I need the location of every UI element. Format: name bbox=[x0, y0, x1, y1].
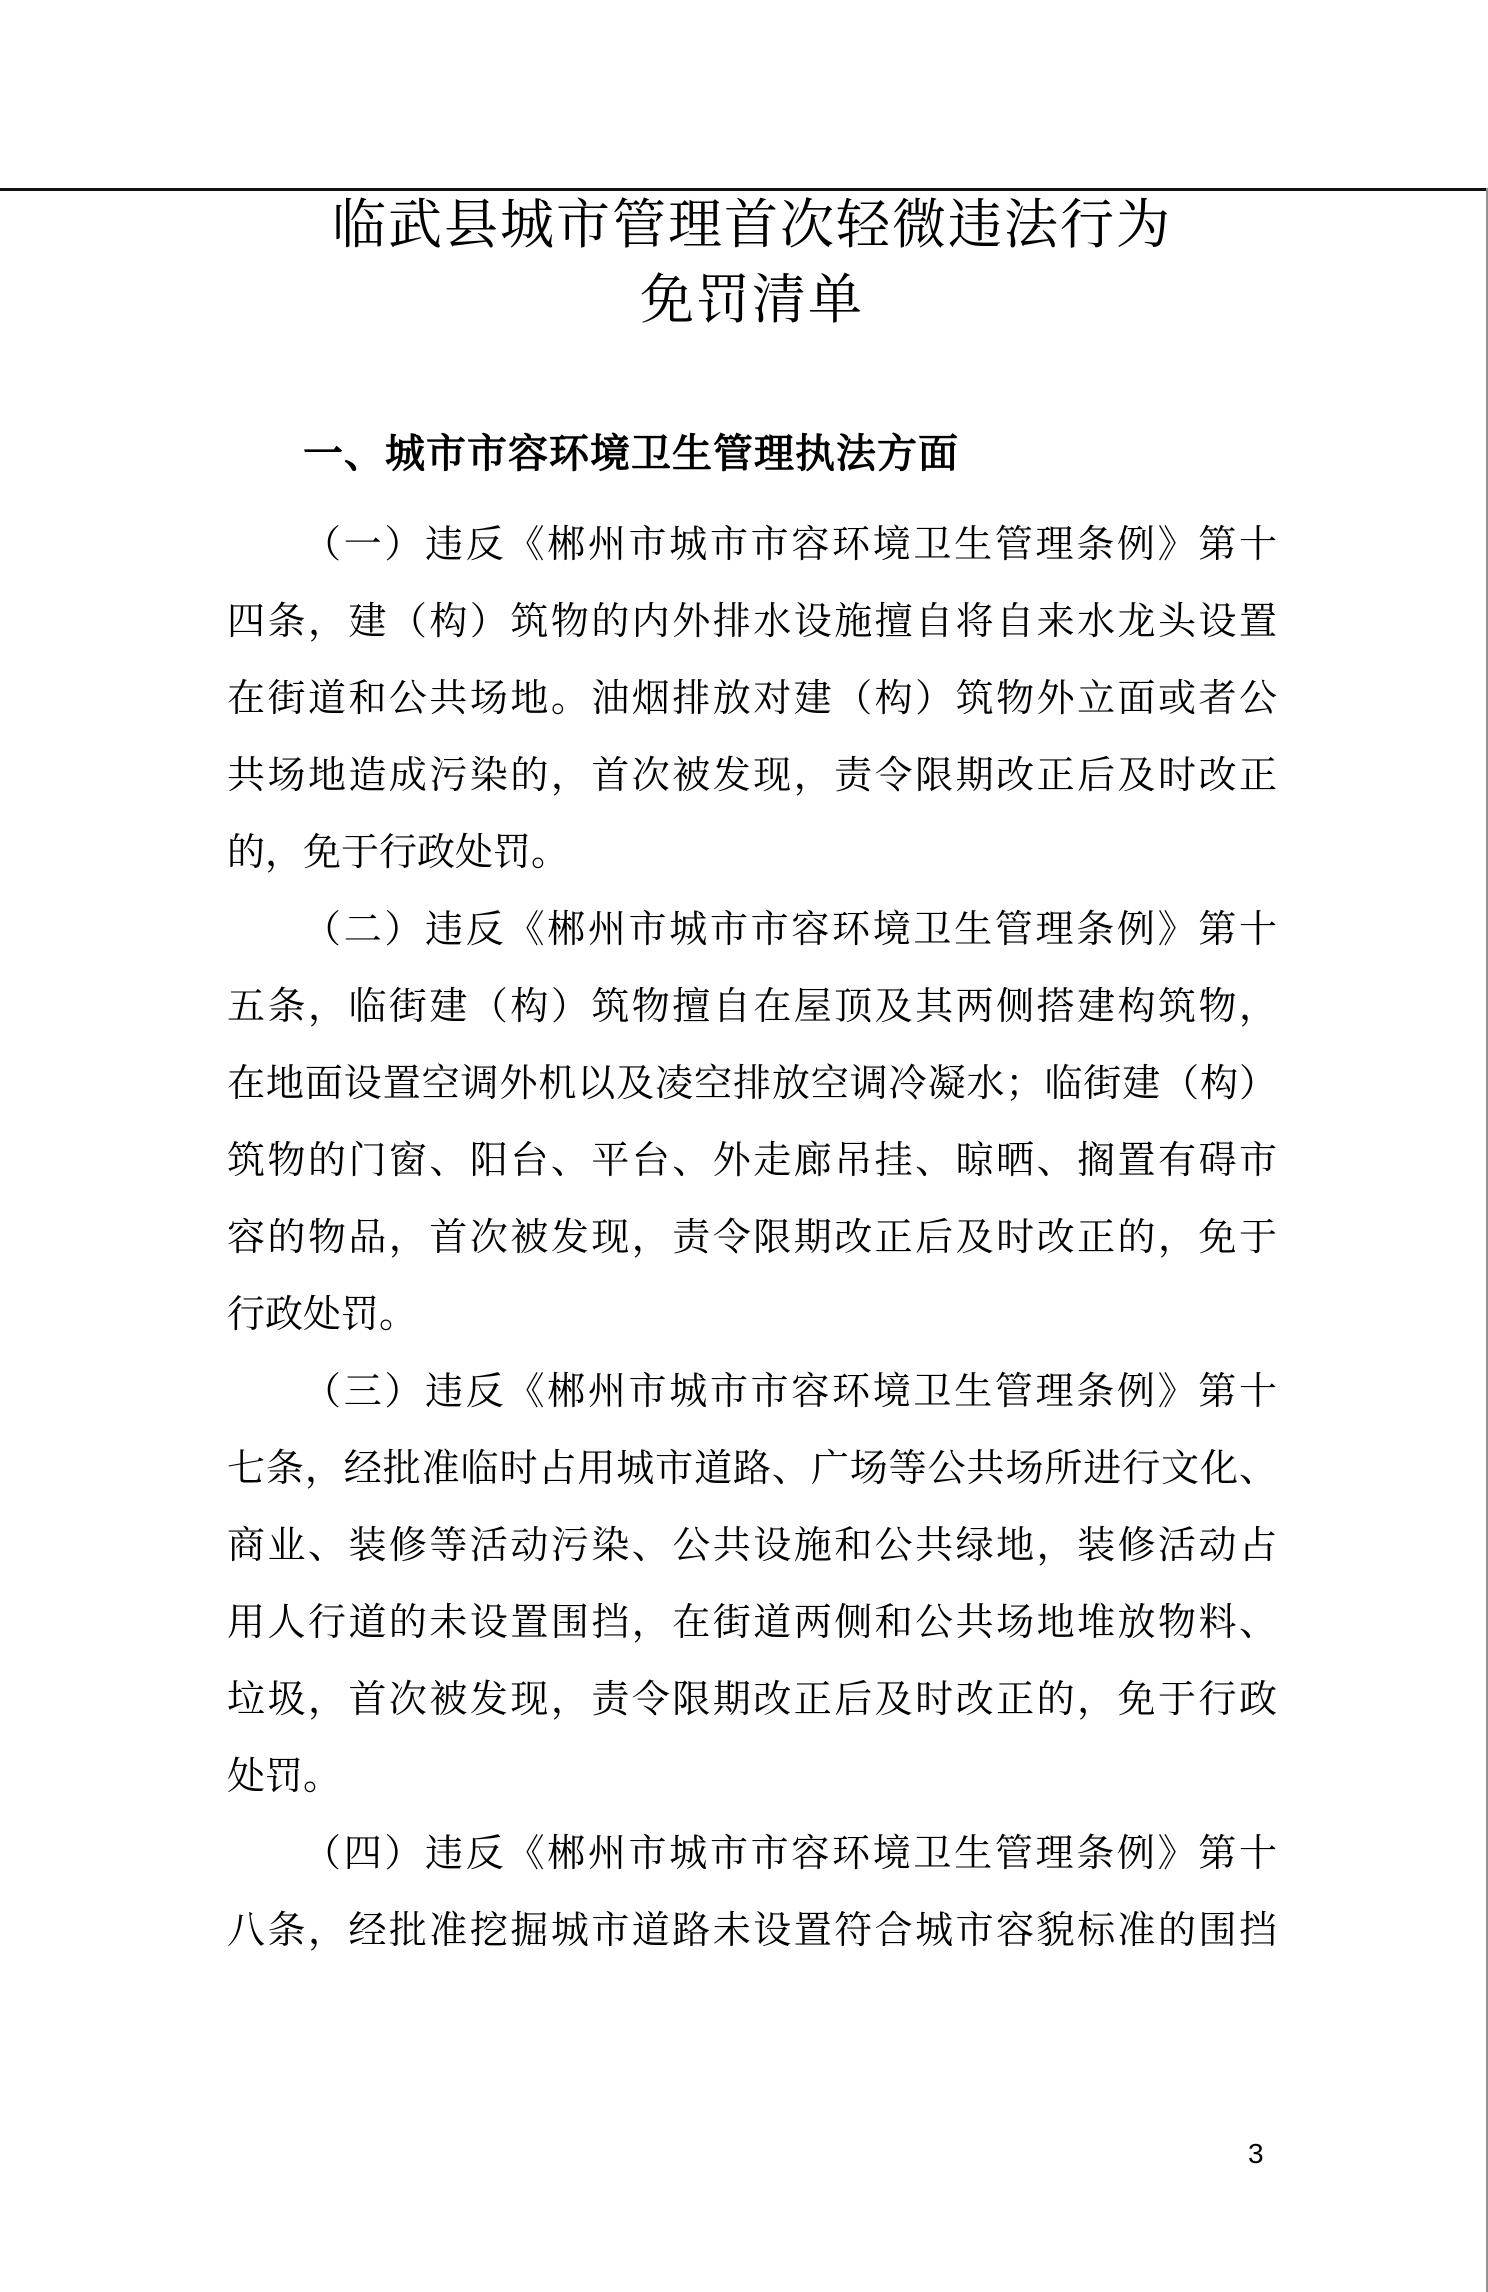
text-line: 四条，建（构）筑物的内外排水设施擅自将自来水龙头设置 bbox=[227, 601, 1277, 643]
text-line: （四）违反《郴州市城市市容环境卫生管理条例》第十 bbox=[303, 1833, 1277, 1875]
page-number: 3 bbox=[1248, 2138, 1264, 2169]
text-line: 在街道和公共场地。油烟排放对建（构）筑物外立面或者公 bbox=[227, 678, 1277, 720]
text-line: 用人行道的未设置围挡，在街道两侧和公共场地堆放物料、 bbox=[227, 1602, 1277, 1644]
document-body bbox=[227, 507, 1277, 1970]
text-line: （二）违反《郴州市城市市容环境卫生管理条例》第十 bbox=[303, 909, 1277, 951]
text-line: 行政处罚。 bbox=[227, 1294, 418, 1336]
text-line: 容的物品，首次被发现，责令限期改正后及时改正的，免于 bbox=[227, 1217, 1277, 1259]
paragraph bbox=[227, 507, 1277, 892]
paragraph bbox=[227, 1354, 1277, 1816]
text-line: 共场地造成污染的，首次被发现，责令限期改正后及时改正 bbox=[227, 755, 1277, 797]
paragraph bbox=[227, 892, 1277, 1354]
text-line: （一）违反《郴州市城市市容环境卫生管理条例》第十 bbox=[303, 524, 1277, 566]
text-line: （三）违反《郴州市城市市容环境卫生管理条例》第十 bbox=[303, 1371, 1277, 1413]
page-top-edge bbox=[0, 188, 1488, 191]
document-title-line-2: 免罚清单 bbox=[640, 270, 864, 330]
text-line: 八条，经批准挖掘城市道路未设置符合城市容貌标准的围挡 bbox=[227, 1910, 1277, 1952]
document-title-line-1: 临武县城市管理首次轻微违法行为 bbox=[332, 195, 1172, 255]
text-line: 处罚。 bbox=[227, 1756, 342, 1798]
section-heading: 一、城市市容环境卫生管理执法方面 bbox=[303, 432, 959, 476]
paragraph bbox=[227, 1816, 1277, 1970]
text-line: 七条，经批准临时占用城市道路、广场等公共场所进行文化、 bbox=[227, 1448, 1277, 1490]
document-title bbox=[227, 188, 1277, 338]
text-line: 垃圾，首次被发现，责令限期改正后及时改正的，免于行政 bbox=[227, 1679, 1277, 1721]
text-line: 五条，临街建（构）筑物擅自在屋顶及其两侧搭建构筑物， bbox=[227, 986, 1277, 1028]
text-line: 商业、装修等活动污染、公共设施和公共绿地，装修活动占 bbox=[227, 1525, 1277, 1567]
text-line: 的，免于行政处罚。 bbox=[227, 832, 570, 874]
text-line: 在地面设置空调外机以及凌空排放空调冷凝水；临街建（构） bbox=[227, 1063, 1277, 1105]
text-line: 筑物的门窗、阳台、平台、外走廊吊挂、晾晒、搁置有碍市 bbox=[227, 1140, 1277, 1182]
document-page bbox=[0, 188, 1488, 2169]
